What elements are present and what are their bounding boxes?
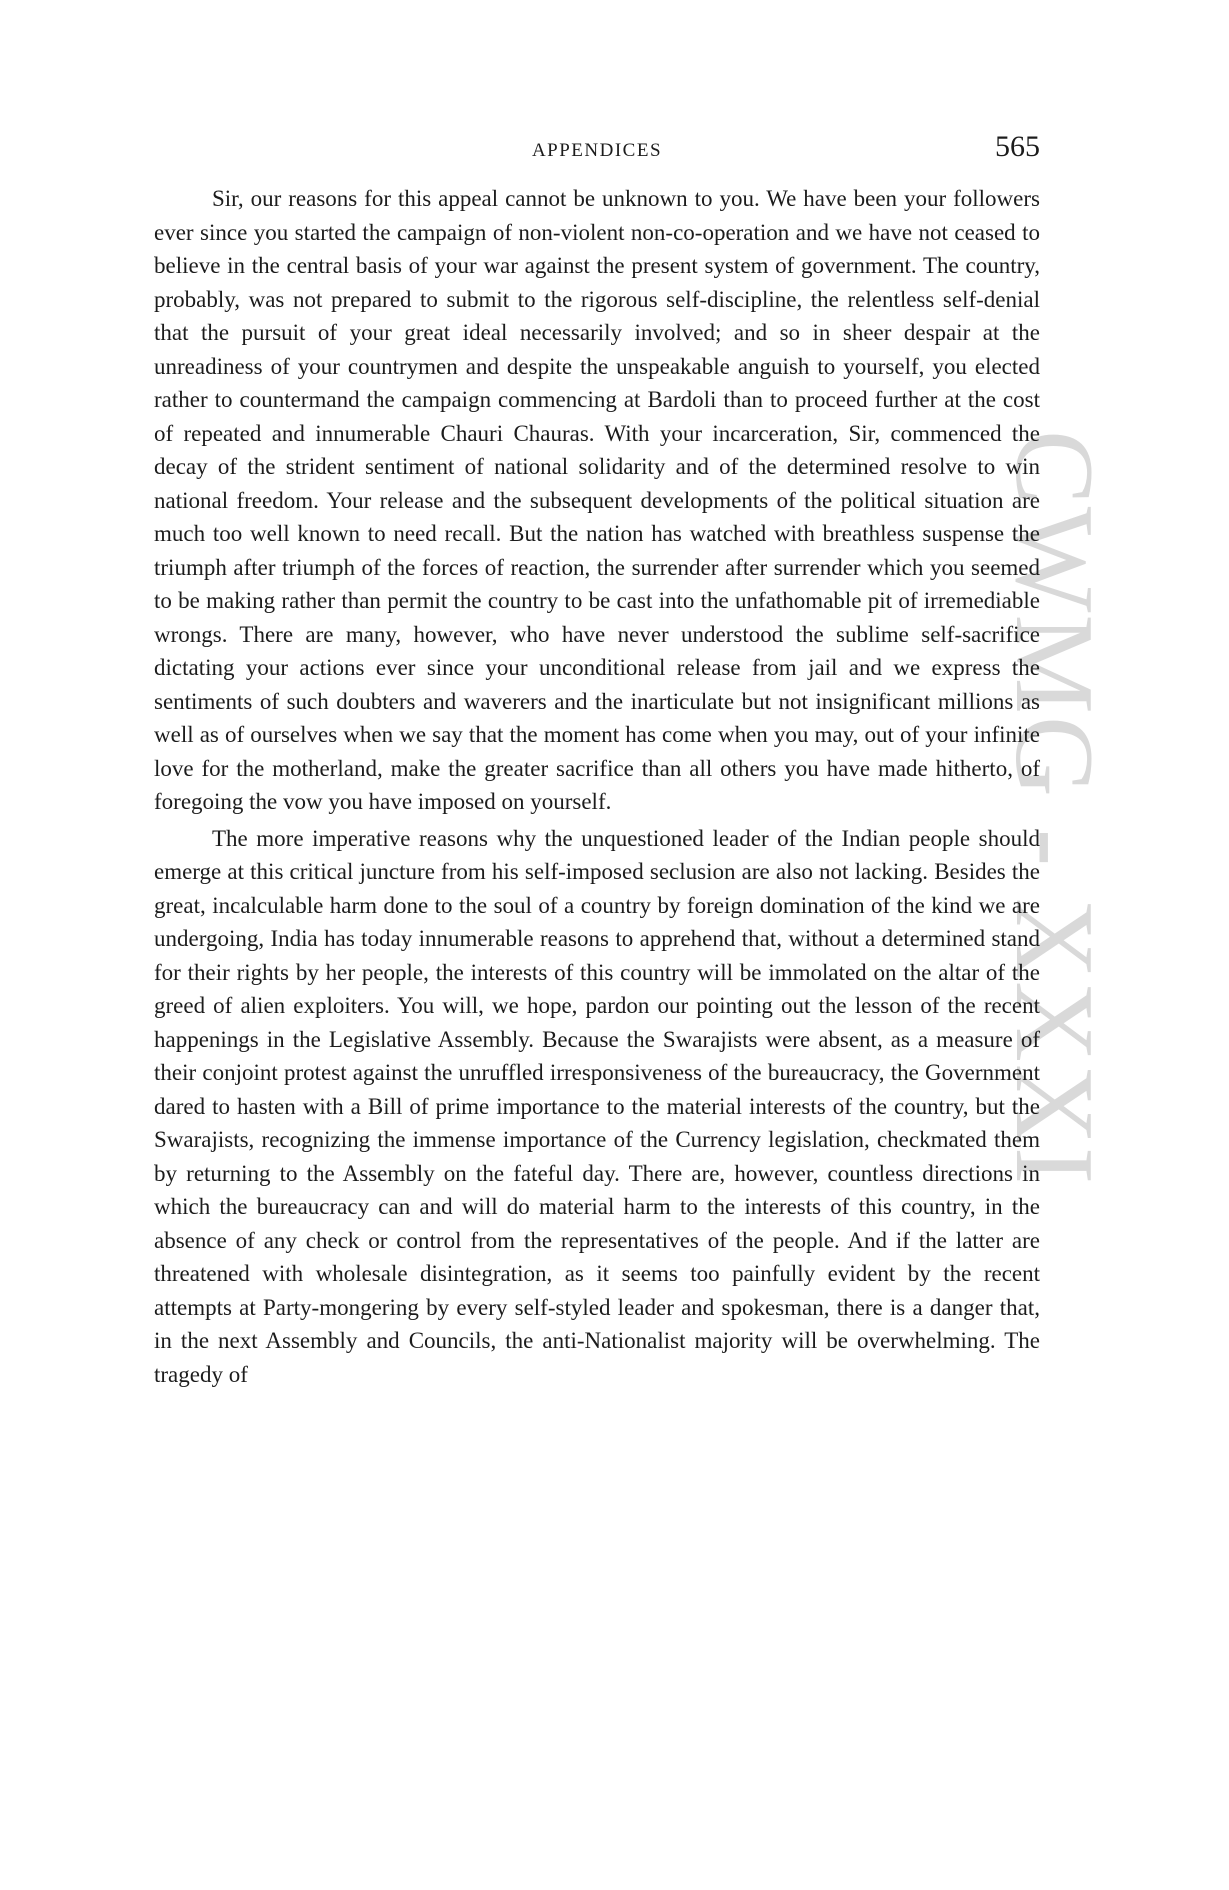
body-text xyxy=(154,182,1040,1394)
page-header xyxy=(154,130,1040,170)
page-number: 565 xyxy=(995,130,1040,163)
watermark: CWMG - XXXI xyxy=(992,430,1116,1187)
paragraph: Sir, our reasons for this appeal cannot be unknown to you. We have been your followers ever since you started the campaign of non-violent non-co-operation and we have not ceased to believe in the central basis of your war against the present system of government. The country, probably, was not prepared to submit to the rigorous self-discipline, the relentless self-denial that the pursuit of your great ideal necessarily involved; and so in sheer despair at the unreadiness of your countrymen and despite the unspeakable anguish to yourself, you elected rather to countermand the campaign commencing at Bardoli than to proceed further at the cost of repeated and innumerable Chauri Chauras. With your incarceration, Sir, commenced the decay of the strident sentiment of national solidarity and of the determined resolve to win national freedom. Your release and the subsequent developments of the political situation are much too well known to need recall. But the nation has watched with breathless suspense the triumph after triumph of the forces of reaction, the surrender after surrender which you seemed to be making rather than permit the country to be cast into the unfathomable pit of irremediable wrongs. There are many, however, who have never understood the sublime self-sacrifice dictating your actions ever since your unconditional release from jail and we express the sentiments of such doubters and waverers and the inarticulate but not insignificant millions as well as of ourselves when we say that the moment has come when you may, out of your infinite love for the motherland, make the greater sacrifice than all others you have made hitherto, of foregoing the vow you have imposed on yourself. xyxy=(154,186,1040,814)
running-head: APPENDICES xyxy=(531,140,663,161)
paragraph: The more imperative reasons why the unquestioned leader of the Indian people should emerge at this critical juncture from his self-imposed seclusion are also not lacking. Besides the great, incalculable harm done to the soul of a country by foreign domination of the kind we are undergoing, India has today innumerable reasons to apprehend that, without a determined stand for their rights by her people, the interests of this country will be immolated on the altar of the greed of alien exploiters. You will, we hope, pardon our pointing out the lesson of the recent happenings in the Legislative Assembly. Because the Swarajists were absent, as a measure of their conjoint protest against the unruffled irresponsiveness of the bureaucracy, the Government dared to hasten with a Bill of prime importance to the material interests of the country, but the Swarajists, recognizing the immense importance of the Currency legislation, checkmated them by returning to the Assembly on the fateful day. There are, however, countless directions in which the bureaucracy can and will do material harm to the interests of this country, in the absence of any check or control from the representatives of the people. And if the latter are threatened with wholesale disintegration, as it seems too painfully evident by the recent attempts at Party-mongering by every self-styled leader and spokesman, there is a danger that, in the next Assembly and Councils, the anti-Nationalist majority will be overwhelming. The tragedy of xyxy=(154,825,1040,1387)
